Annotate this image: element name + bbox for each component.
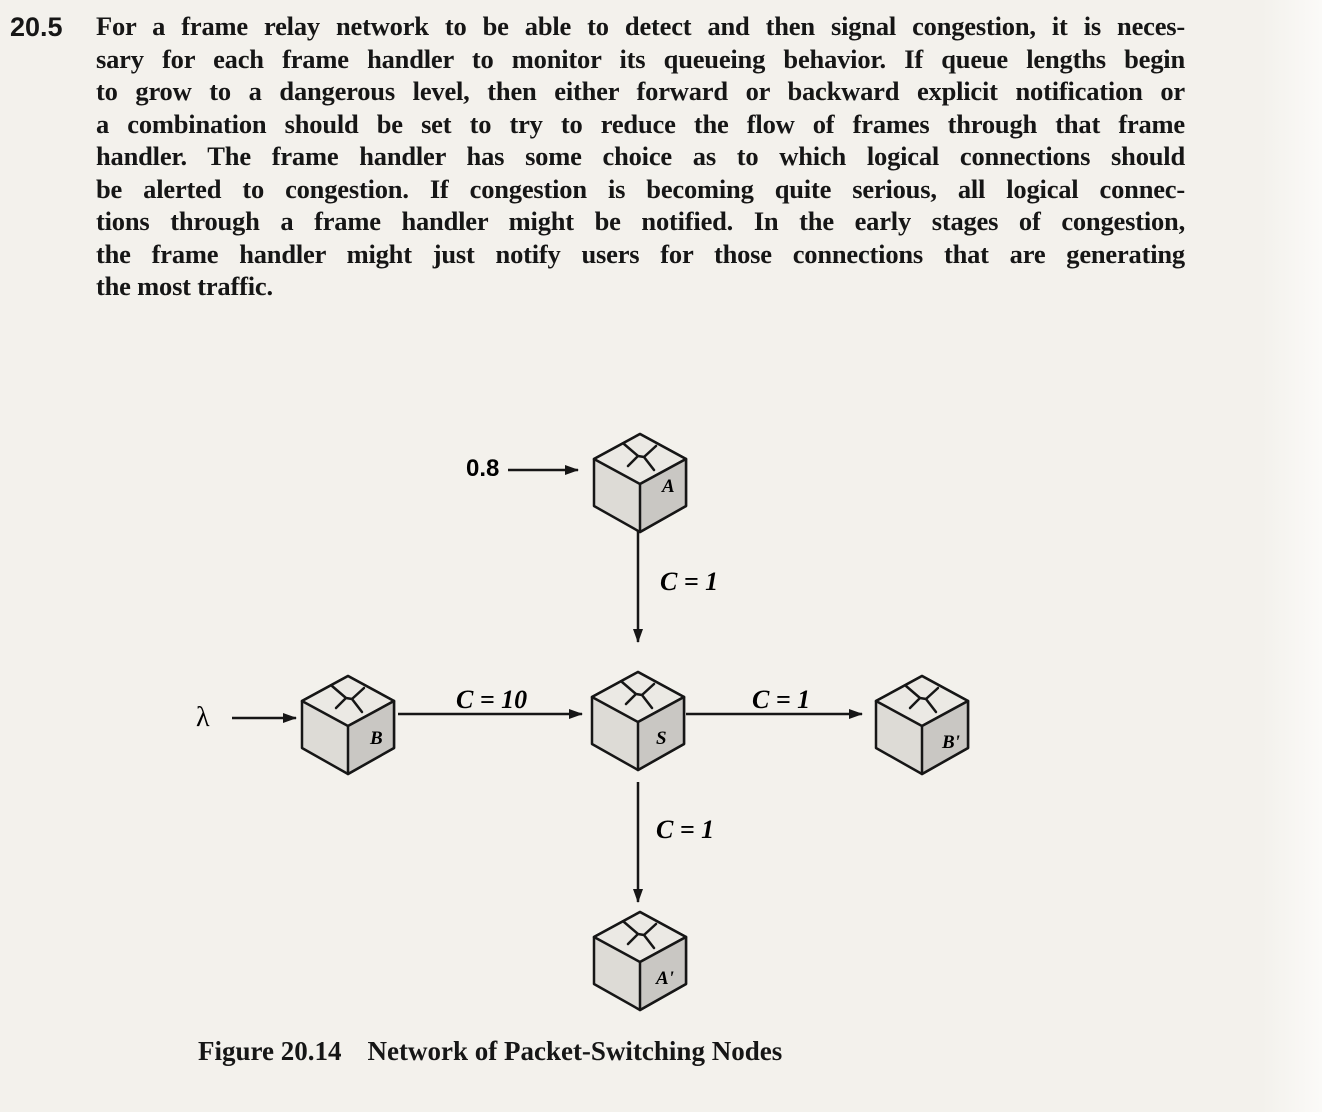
figure-caption [198, 1036, 782, 1067]
node-label-a: A [662, 476, 675, 497]
problem-line: tions through a frame handler might be notified. In the early stages of congestion, [96, 206, 1185, 236]
label-link-b-s: C = 10 [456, 685, 528, 714]
node-b-prime [876, 676, 968, 774]
label-input-a: 0.8 [466, 455, 500, 482]
node-label-b-prime: B' [942, 732, 960, 753]
problem-number: 20.5 [10, 12, 63, 42]
node-b [302, 676, 394, 774]
label-link-a-s: C = 1 [660, 567, 719, 596]
label-link-s-bprime: C = 1 [752, 685, 811, 714]
node-label-b: B [370, 728, 383, 749]
problem-line: For a frame relay network to be able to detect and then signal congestion, it is neces- [96, 11, 1185, 41]
problem-line: the most traffic. [96, 271, 273, 301]
problem-line: the frame handler might just notify users for those connections that are generating [96, 238, 1185, 269]
figure-title: Network of Packet-Switching Nodes [367, 1036, 783, 1066]
label-input-b: λ [196, 702, 210, 733]
figure-label: Figure 20.14 [198, 1036, 342, 1066]
node-label-a-prime: A' [656, 968, 674, 989]
problem-line: handler. The frame handler has some choice as to which logical connections should [96, 141, 1185, 171]
label-link-s-aprime: C = 1 [656, 815, 715, 844]
problem-line: be alerted to congestion. If congestion is becoming quite serious, all logical connec- [96, 173, 1185, 204]
problem-line: a combination should be set to try to reduce the flow of frames through that frame [96, 108, 1185, 139]
node-label-s: S [656, 728, 667, 749]
node-a [594, 434, 686, 532]
page-edge [1262, 0, 1322, 1112]
node-a-prime [594, 912, 686, 1010]
problem-line: sary for each frame handler to monitor its queueing behavior. If queue lengths begin [96, 43, 1185, 74]
problem-line: to grow to a dangerous level, then either forward or backward explicit notification or [96, 76, 1185, 106]
node-s [592, 672, 684, 770]
